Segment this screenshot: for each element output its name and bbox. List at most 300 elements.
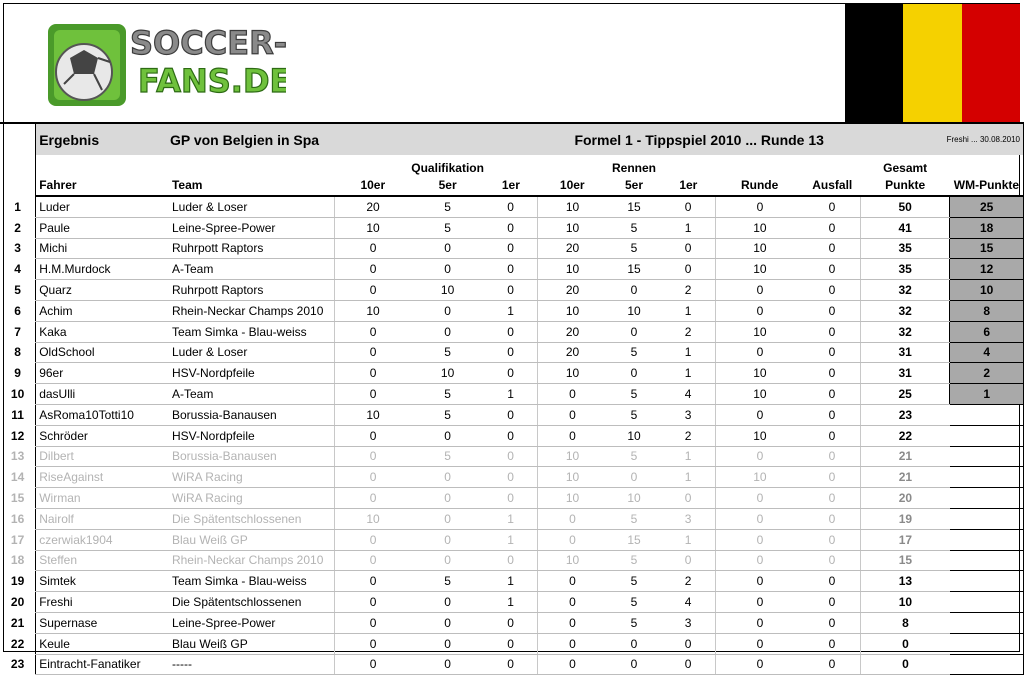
wm-points: 8 <box>950 300 1024 321</box>
cell-r5: 0 <box>607 633 662 654</box>
cell-q1: 0 <box>484 321 538 342</box>
table-row <box>0 342 1024 363</box>
cell-q10: 10 <box>334 300 411 321</box>
table-row <box>0 384 1024 405</box>
cell-q5: 0 <box>411 259 484 280</box>
driver-name: Luder <box>36 196 170 217</box>
cell-q1: 0 <box>484 342 538 363</box>
cell-r5: 10 <box>607 488 662 509</box>
rank-cell: 10 <box>10 387 25 402</box>
driver-name: czerwiak1904 <box>36 529 170 550</box>
wm-points <box>950 446 1024 467</box>
total-points: 20 <box>861 488 950 509</box>
total-points: 32 <box>861 300 950 321</box>
cell-q5: 5 <box>411 196 484 217</box>
cell-q10: 0 <box>334 259 411 280</box>
total-points: 35 <box>861 238 950 259</box>
table-row <box>0 488 1024 509</box>
cell-r1: 1 <box>661 529 715 550</box>
cell-ausfall: 0 <box>804 529 861 550</box>
cell-q1: 0 <box>484 217 538 238</box>
cell-ausfall: 0 <box>804 280 861 301</box>
cell-q5: 10 <box>411 363 484 384</box>
cell-q1: 0 <box>484 612 538 633</box>
cell-q5: 0 <box>411 529 484 550</box>
cell-r1: 0 <box>661 488 715 509</box>
cell-q5: 5 <box>411 571 484 592</box>
total-points: 17 <box>861 529 950 550</box>
driver-name: Simtek <box>36 571 170 592</box>
cell-r10: 10 <box>538 217 607 238</box>
team-name: ----- <box>170 654 334 675</box>
cell-q10: 0 <box>334 550 411 571</box>
cell-r1: 2 <box>661 571 715 592</box>
table-row <box>0 196 1024 217</box>
cell-r5: 5 <box>607 404 662 425</box>
total-points: 41 <box>861 217 950 238</box>
team-name: Team Simka - Blau-weiss <box>170 571 334 592</box>
col-r10: 10er <box>538 175 607 196</box>
wm-points <box>950 529 1024 550</box>
cell-r1: 2 <box>661 280 715 301</box>
cell-r10: 0 <box>538 529 607 550</box>
cell-ausfall: 0 <box>804 238 861 259</box>
wm-points: 4 <box>950 342 1024 363</box>
cell-r5: 0 <box>607 654 662 675</box>
cell-q1: 0 <box>484 550 538 571</box>
cell-r5: 15 <box>607 259 662 280</box>
wm-points <box>950 612 1024 633</box>
header-race: GP von Belgien in Spa <box>170 123 334 155</box>
cell-r1: 1 <box>661 342 715 363</box>
cell-runde: 0 <box>715 508 804 529</box>
cell-runde: 0 <box>715 592 804 613</box>
cell-r10: 10 <box>538 259 607 280</box>
table-row <box>0 508 1024 529</box>
rank-cell: 23 <box>10 657 25 672</box>
cell-runde: 10 <box>715 384 804 405</box>
total-points: 35 <box>861 259 950 280</box>
cell-runde: 10 <box>715 425 804 446</box>
cell-r1: 2 <box>661 321 715 342</box>
cell-runde: 10 <box>715 363 804 384</box>
cell-q1: 1 <box>484 592 538 613</box>
cell-ausfall: 0 <box>804 384 861 405</box>
cell-q10: 0 <box>334 467 411 488</box>
rank-cell: 12 <box>10 428 25 443</box>
cell-ausfall: 0 <box>804 342 861 363</box>
cell-q10: 0 <box>334 384 411 405</box>
cell-q1: 0 <box>484 196 538 217</box>
cell-runde: 0 <box>715 196 804 217</box>
table-row <box>0 592 1024 613</box>
table-row <box>0 425 1024 446</box>
driver-name: Kaka <box>36 321 170 342</box>
cell-q10: 0 <box>334 488 411 509</box>
table-row <box>0 259 1024 280</box>
cell-q1: 0 <box>484 446 538 467</box>
wm-points <box>950 467 1024 488</box>
cell-r1: 4 <box>661 384 715 405</box>
wm-points <box>950 571 1024 592</box>
cell-q10: 0 <box>334 280 411 301</box>
cell-runde: 0 <box>715 488 804 509</box>
driver-name: Quarz <box>36 280 170 301</box>
cell-r1: 1 <box>661 300 715 321</box>
team-name: Leine-Spree-Power <box>170 217 334 238</box>
cell-r10: 0 <box>538 654 607 675</box>
cell-r10: 0 <box>538 404 607 425</box>
cell-r1: 3 <box>661 508 715 529</box>
cell-q5: 10 <box>411 280 484 301</box>
driver-name: 96er <box>36 363 170 384</box>
cell-runde: 0 <box>715 633 804 654</box>
cell-q1: 1 <box>484 384 538 405</box>
cell-q1: 1 <box>484 300 538 321</box>
cell-ausfall: 0 <box>804 363 861 384</box>
cell-q5: 0 <box>411 238 484 259</box>
table-row <box>0 300 1024 321</box>
cell-runde: 10 <box>715 238 804 259</box>
cell-r1: 3 <box>661 612 715 633</box>
cell-q5: 0 <box>411 612 484 633</box>
cell-q10: 0 <box>334 529 411 550</box>
cell-q5: 0 <box>411 488 484 509</box>
cell-ausfall: 0 <box>804 654 861 675</box>
total-points: 31 <box>861 342 950 363</box>
rank-cell: 11 <box>11 407 24 422</box>
cell-q10: 0 <box>334 446 411 467</box>
cell-q10: 10 <box>334 508 411 529</box>
rank-cell: 2 <box>14 220 21 235</box>
rank-cell: 6 <box>14 303 21 318</box>
cell-r10: 10 <box>538 196 607 217</box>
cell-r1: 1 <box>661 467 715 488</box>
team-name: Rhein-Neckar Champs 2010 <box>170 300 334 321</box>
total-points: 19 <box>861 508 950 529</box>
rank-cell: 19 <box>10 574 25 589</box>
cell-runde: 10 <box>715 259 804 280</box>
cell-q5: 0 <box>411 321 484 342</box>
cell-r10: 0 <box>538 612 607 633</box>
cell-r5: 5 <box>607 612 662 633</box>
cell-r1: 0 <box>661 238 715 259</box>
cell-runde: 0 <box>715 654 804 675</box>
driver-name: Dilbert <box>36 446 170 467</box>
cell-r10: 0 <box>538 425 607 446</box>
driver-name: AsRoma10Totti10 <box>36 404 170 425</box>
flag-stripe-black <box>845 4 903 122</box>
cell-q5: 5 <box>411 342 484 363</box>
cell-r5: 15 <box>607 529 662 550</box>
cell-r10: 20 <box>538 321 607 342</box>
cell-r1: 3 <box>661 404 715 425</box>
team-name: Rhein-Neckar Champs 2010 <box>170 550 334 571</box>
driver-name: RiseAgainst <box>36 467 170 488</box>
cell-r10: 0 <box>538 571 607 592</box>
cell-r5: 5 <box>607 217 662 238</box>
wm-points: 12 <box>950 259 1024 280</box>
cell-r5: 0 <box>607 467 662 488</box>
wm-points <box>950 633 1024 654</box>
table-row <box>0 571 1024 592</box>
driver-name: OldSchool <box>36 342 170 363</box>
cell-ausfall: 0 <box>804 321 861 342</box>
total-points: 23 <box>861 404 950 425</box>
soccer-fans-logo <box>46 14 286 114</box>
total-points: 15 <box>861 550 950 571</box>
cell-q5: 5 <box>411 404 484 425</box>
team-name: HSV-Nordpfeile <box>170 425 334 446</box>
group-header-row <box>0 155 1024 175</box>
rank-cell: 7 <box>14 324 21 339</box>
cell-r10: 0 <box>538 508 607 529</box>
cell-runde: 0 <box>715 280 804 301</box>
cell-runde: 0 <box>715 300 804 321</box>
col-runde: Runde <box>715 175 804 196</box>
cell-q10: 0 <box>334 571 411 592</box>
cell-q5: 5 <box>411 217 484 238</box>
results-table <box>0 122 1024 675</box>
driver-name: Michi <box>36 238 170 259</box>
cell-q1: 0 <box>484 404 538 425</box>
team-name: Leine-Spree-Power <box>170 612 334 633</box>
cell-runde: 10 <box>715 467 804 488</box>
total-points: 21 <box>861 467 950 488</box>
cell-r5: 5 <box>607 238 662 259</box>
cell-ausfall: 0 <box>804 467 861 488</box>
wm-points <box>950 404 1024 425</box>
cell-r1: 1 <box>661 217 715 238</box>
team-name: HSV-Nordpfeile <box>170 363 334 384</box>
results-body <box>0 196 1024 675</box>
cell-runde: 0 <box>715 550 804 571</box>
cell-q5: 5 <box>411 384 484 405</box>
table-row <box>0 529 1024 550</box>
rank-cell: 13 <box>10 449 25 464</box>
rank-cell: 18 <box>10 553 25 568</box>
cell-q1: 0 <box>484 654 538 675</box>
cell-q5: 0 <box>411 550 484 571</box>
driver-name: Schröder <box>36 425 170 446</box>
cell-r5: 0 <box>607 321 662 342</box>
cell-r5: 0 <box>607 280 662 301</box>
cell-ausfall: 0 <box>804 592 861 613</box>
rank-cell: 20 <box>10 595 25 610</box>
cell-r1: 0 <box>661 196 715 217</box>
cell-q1: 0 <box>484 467 538 488</box>
col-r5: 5er <box>607 175 662 196</box>
cell-r1: 1 <box>661 446 715 467</box>
team-name: A-Team <box>170 259 334 280</box>
team-name: Die Spätentschlossenen <box>170 508 334 529</box>
cell-r5: 15 <box>607 196 662 217</box>
cell-r1: 1 <box>661 363 715 384</box>
header-left: Ergebnis <box>36 123 170 155</box>
table-row <box>0 612 1024 633</box>
rank-cell: 15 <box>10 491 25 506</box>
col-wm: WM-Punkte <box>950 175 1024 196</box>
team-name: Die Spätentschlossenen <box>170 592 334 613</box>
group-rennen: Rennen <box>611 161 656 175</box>
wm-points <box>950 488 1024 509</box>
cell-r5: 0 <box>607 363 662 384</box>
cell-runde: 0 <box>715 612 804 633</box>
cell-q1: 1 <box>484 571 538 592</box>
cell-r10: 10 <box>538 550 607 571</box>
team-name: Luder & Loser <box>170 196 334 217</box>
driver-name: Eintracht-Fanatiker <box>36 654 170 675</box>
driver-name: Keule <box>36 633 170 654</box>
wm-points: 15 <box>950 238 1024 259</box>
driver-name: Steffen <box>36 550 170 571</box>
logo-line2: FANS.DE <box>138 62 286 100</box>
cell-q10: 0 <box>334 238 411 259</box>
cell-q10: 0 <box>334 654 411 675</box>
cell-q5: 0 <box>411 508 484 529</box>
team-name: A-Team <box>170 384 334 405</box>
table-row <box>0 321 1024 342</box>
team-name: Borussia-Banausen <box>170 404 334 425</box>
cell-q10: 0 <box>334 321 411 342</box>
cell-q5: 0 <box>411 425 484 446</box>
driver-name: Supernase <box>36 612 170 633</box>
total-points: 8 <box>861 612 950 633</box>
total-points: 32 <box>861 321 950 342</box>
cell-r1: 0 <box>661 633 715 654</box>
team-name: Borussia-Banausen <box>170 446 334 467</box>
col-ausfall: Ausfall <box>804 175 861 196</box>
rank-cell: 9 <box>14 366 21 381</box>
header-meta: Freshi ... 30.08.2010 <box>861 123 1024 155</box>
total-points: 13 <box>861 571 950 592</box>
cell-r5: 5 <box>607 592 662 613</box>
wm-points: 10 <box>950 280 1024 301</box>
cell-ausfall: 0 <box>804 196 861 217</box>
cell-r10: 10 <box>538 300 607 321</box>
cell-r10: 10 <box>538 363 607 384</box>
cell-q1: 1 <box>484 529 538 550</box>
cell-q5: 0 <box>411 633 484 654</box>
cell-r10: 0 <box>538 384 607 405</box>
cell-runde: 0 <box>715 404 804 425</box>
cell-r5: 5 <box>607 571 662 592</box>
cell-ausfall: 0 <box>804 612 861 633</box>
col-fahrer: Fahrer <box>36 175 170 196</box>
cell-ausfall: 0 <box>804 488 861 509</box>
rank-cell: 21 <box>10 615 25 630</box>
total-points: 21 <box>861 446 950 467</box>
total-points: 0 <box>861 654 950 675</box>
cell-q10: 20 <box>334 196 411 217</box>
total-points: 32 <box>861 280 950 301</box>
cell-ausfall: 0 <box>804 571 861 592</box>
wm-points: 2 <box>950 363 1024 384</box>
wm-points: 1 <box>950 384 1024 405</box>
cell-r5: 5 <box>607 508 662 529</box>
wm-points <box>950 550 1024 571</box>
wm-points <box>950 654 1024 675</box>
table-row <box>0 238 1024 259</box>
cell-q1: 0 <box>484 280 538 301</box>
wm-points <box>950 508 1024 529</box>
group-qualifikation: Qualifikation <box>411 161 484 175</box>
cell-r10: 0 <box>538 592 607 613</box>
col-q1: 1er <box>484 175 538 196</box>
driver-name: Nairolf <box>36 508 170 529</box>
total-points: 31 <box>861 363 950 384</box>
rank-cell: 14 <box>10 470 25 485</box>
driver-name: Achim <box>36 300 170 321</box>
table-row <box>0 217 1024 238</box>
cell-q1: 0 <box>484 238 538 259</box>
cell-q10: 0 <box>334 612 411 633</box>
rank-cell: 17 <box>10 532 25 547</box>
team-name: Blau Weiß GP <box>170 529 334 550</box>
cell-r5: 5 <box>607 446 662 467</box>
cell-r10: 20 <box>538 342 607 363</box>
flag-stripe-yellow <box>903 4 961 122</box>
cell-q1: 1 <box>484 508 538 529</box>
cell-q1: 0 <box>484 425 538 446</box>
cell-r10: 20 <box>538 280 607 301</box>
team-name: Blau Weiß GP <box>170 633 334 654</box>
total-points: 10 <box>861 592 950 613</box>
cell-ausfall: 0 <box>804 508 861 529</box>
title-row <box>0 123 1024 155</box>
belgium-flag <box>845 4 1020 122</box>
cell-q5: 0 <box>411 467 484 488</box>
group-gesamt: Gesamt <box>883 161 928 175</box>
cell-q5: 0 <box>411 592 484 613</box>
cell-q1: 0 <box>484 363 538 384</box>
col-r1: 1er <box>661 175 715 196</box>
cell-q10: 0 <box>334 592 411 613</box>
driver-name: Freshi <box>36 592 170 613</box>
cell-q1: 0 <box>484 633 538 654</box>
header-title: Formel 1 - Tippspiel 2010 ... Runde 13 <box>538 123 861 155</box>
driver-name: H.M.Murdock <box>36 259 170 280</box>
cell-q10: 0 <box>334 363 411 384</box>
column-header-row <box>0 175 1024 196</box>
cell-r10: 0 <box>538 633 607 654</box>
cell-r10: 10 <box>538 488 607 509</box>
wm-points: 6 <box>950 321 1024 342</box>
team-name: Ruhrpott Raptors <box>170 238 334 259</box>
cell-runde: 0 <box>715 529 804 550</box>
cell-ausfall: 0 <box>804 404 861 425</box>
col-q5: 5er <box>411 175 484 196</box>
flag-stripe-red <box>962 4 1020 122</box>
col-punkte: Punkte <box>861 175 950 196</box>
cell-r1: 4 <box>661 592 715 613</box>
cell-ausfall: 0 <box>804 446 861 467</box>
table-row <box>0 363 1024 384</box>
wm-points <box>950 425 1024 446</box>
logo-line1: SOCCER- <box>130 24 286 62</box>
cell-r1: 0 <box>661 550 715 571</box>
driver-name: dasUlli <box>36 384 170 405</box>
cell-q10: 0 <box>334 342 411 363</box>
cell-r5: 10 <box>607 425 662 446</box>
wm-points: 18 <box>950 217 1024 238</box>
cell-ausfall: 0 <box>804 550 861 571</box>
cell-runde: 10 <box>715 217 804 238</box>
cell-r10: 20 <box>538 238 607 259</box>
rank-cell: 8 <box>14 345 21 360</box>
cell-ausfall: 0 <box>804 425 861 446</box>
cell-runde: 0 <box>715 342 804 363</box>
